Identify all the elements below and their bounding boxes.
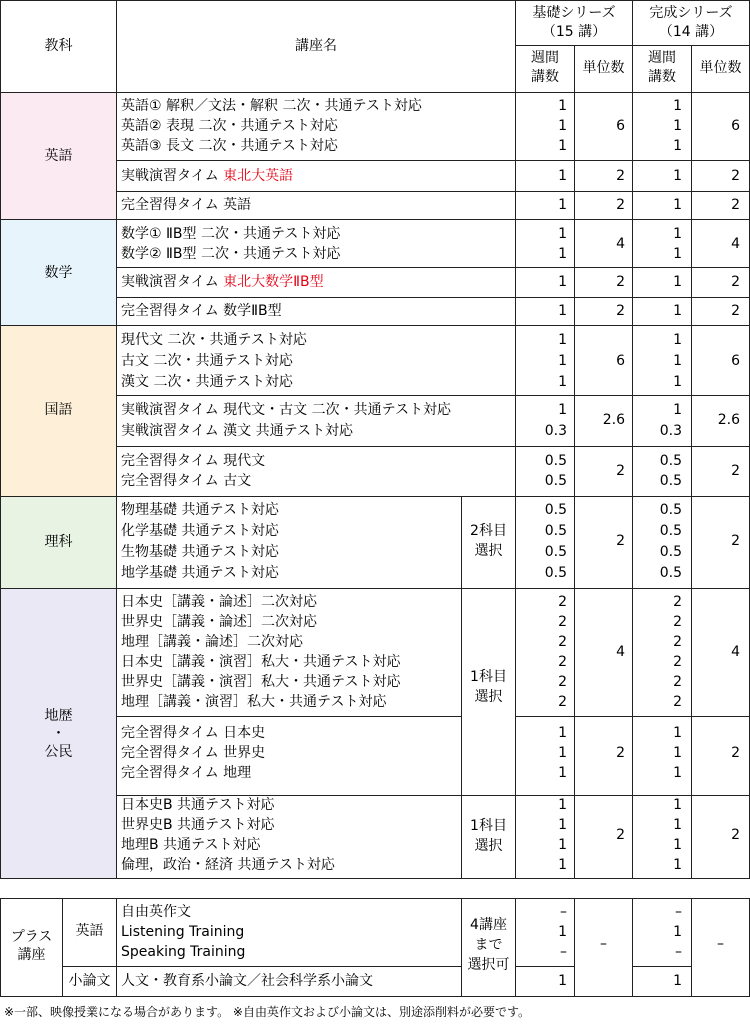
eng1-course-1: 英語① 解釈／文法・解釈 二次・共通テスト対応 bbox=[121, 98, 422, 114]
soc3-b-weekly-1: 1 bbox=[558, 797, 567, 813]
header-c-weekly-1: 週間 bbox=[648, 50, 676, 66]
soc1-course-6: 地理［講義・演習］私大・共通テスト対応 bbox=[121, 694, 387, 710]
jp1-course-2: 古文 二次・共通テスト対応 bbox=[121, 353, 293, 369]
jp1-b-weekly-2: 1 bbox=[558, 353, 567, 369]
plus-label-2: 講座 bbox=[17, 947, 46, 963]
soc1-c-weekly-5: 2 bbox=[673, 674, 682, 690]
eng3-c-units: 2 bbox=[731, 197, 740, 213]
soc2-course-2: 完全習得タイム 世界史 bbox=[121, 745, 266, 761]
plus-c-units: – bbox=[717, 936, 724, 952]
eng2-course-highlight: 東北大英語 bbox=[223, 168, 294, 184]
soc3-b-weekly-2: 1 bbox=[558, 817, 567, 833]
soc1-course-3: 地理［講義・論述］二次対応 bbox=[121, 634, 303, 650]
eng1-b-weekly-2: 1 bbox=[558, 118, 567, 134]
soc1-course-5: 世界史［講義・演習］私大・共通テスト対応 bbox=[121, 674, 401, 690]
soc3-c-weekly-2: 1 bbox=[673, 817, 682, 833]
math1-c-weekly-1: 1 bbox=[673, 226, 682, 242]
header-complete-count: （14 講） bbox=[658, 24, 724, 40]
soc3-course-1: 日本史B 共通テスト対応 bbox=[121, 797, 275, 813]
sci-c-weekly-2: 0.5 bbox=[659, 523, 682, 539]
header-b-units: 単位数 bbox=[582, 60, 625, 76]
soc1-b-units: 4 bbox=[616, 644, 625, 660]
header-complete-title: 完成シリーズ bbox=[649, 5, 733, 21]
eng2-course bbox=[121, 167, 293, 186]
sci-course-4: 地学基礎 共通テスト対応 bbox=[121, 565, 279, 581]
soc2-c-weekly-2: 1 bbox=[673, 745, 682, 761]
eng1-c-weekly-1: 1 bbox=[673, 98, 682, 114]
sci-b-weekly-4: 0.5 bbox=[544, 565, 567, 581]
soc3-course-3: 地理B 共通テスト対応 bbox=[121, 837, 261, 853]
jp2-course-1: 実戦演習タイム 現代文・古文 二次・共通テスト対応 bbox=[121, 402, 452, 418]
plus-english-course-2: Listening Training bbox=[121, 924, 245, 940]
header-basic-title: 基礎シリーズ bbox=[532, 5, 616, 21]
plus-english-c-weekly-2: 1 bbox=[673, 924, 682, 940]
jp1-c-weekly-1: 1 bbox=[673, 332, 682, 348]
soc1-c-weekly-3: 2 bbox=[673, 634, 682, 650]
soc1-course-2: 世界史［講義・論述］二次対応 bbox=[121, 614, 317, 630]
header-c-weekly-2: 講数 bbox=[648, 69, 676, 85]
soc3-b-weekly-4: 1 bbox=[558, 857, 567, 873]
eng1-c-weekly-3: 1 bbox=[673, 138, 682, 154]
soc1-c-weekly-2: 2 bbox=[673, 614, 682, 630]
soc1-b-weekly-5: 2 bbox=[558, 674, 567, 690]
soc3-c-units: 2 bbox=[731, 827, 740, 843]
subject-japanese: 国語 bbox=[44, 402, 73, 418]
jp1-course-3: 漢文 二次・共通テスト対応 bbox=[121, 374, 293, 390]
math2-b-units: 2 bbox=[616, 274, 625, 290]
eng3-b-weekly: 1 bbox=[558, 197, 567, 213]
eng2-c-weekly: 1 bbox=[673, 168, 682, 184]
math1-course-2: 数学② ⅡB型 二次・共通テスト対応 bbox=[121, 246, 341, 262]
eng1-course-3: 英語③ 長文 二次・共通テスト対応 bbox=[121, 138, 338, 154]
eng1-b-units: 6 bbox=[616, 118, 625, 134]
sci-c-weekly-3: 0.5 bbox=[659, 544, 682, 560]
subject-english: 英語 bbox=[44, 148, 73, 164]
plus-english-c-weekly-3: – bbox=[675, 944, 682, 960]
math3-course: 完全習得タイム 数学ⅡB型 bbox=[121, 303, 282, 319]
subject-social-3: 公民 bbox=[44, 744, 73, 760]
jp1-course-1: 現代文 二次・共通テスト対応 bbox=[121, 332, 307, 348]
jp3-b-units: 2 bbox=[616, 463, 625, 479]
jp3-c-weekly-2: 0.5 bbox=[659, 473, 682, 489]
jp3-b-weekly-2: 0.5 bbox=[544, 473, 567, 489]
plus-select-3: 選択可 bbox=[467, 957, 510, 973]
sci-b-units: 2 bbox=[616, 533, 625, 549]
plus-select-2: まで bbox=[474, 937, 503, 953]
soc3-b-weekly-3: 1 bbox=[558, 837, 567, 853]
eng1-course-2: 英語② 表現 二次・共通テスト対応 bbox=[121, 118, 338, 134]
math1-b-units: 4 bbox=[616, 236, 625, 252]
jp1-b-weekly-1: 1 bbox=[558, 332, 567, 348]
soc2-b-units: 2 bbox=[616, 745, 625, 761]
sci-b-weekly-2: 0.5 bbox=[544, 523, 567, 539]
math1-course-1: 数学① ⅡB型 二次・共通テスト対応 bbox=[121, 226, 341, 242]
soc2-c-weekly-3: 1 bbox=[673, 765, 682, 781]
plus-english-subject: 英語 bbox=[75, 923, 104, 939]
soc1-b-weekly-3: 2 bbox=[558, 634, 567, 650]
header-b-weekly-2: 講数 bbox=[531, 69, 559, 85]
soc1-course-4: 日本史［講義・演習］私大・共通テスト対応 bbox=[121, 654, 401, 670]
jp1-c-weekly-2: 1 bbox=[673, 353, 682, 369]
sci-course-3: 生物基礎 共通テスト対応 bbox=[121, 544, 279, 560]
soc2-b-weekly-3: 1 bbox=[558, 765, 567, 781]
soc1-c-weekly-1: 2 bbox=[673, 594, 682, 610]
jp3-c-weekly-1: 0.5 bbox=[659, 453, 682, 469]
eng1-b-weekly-3: 1 bbox=[558, 138, 567, 154]
jp1-b-weekly-3: 1 bbox=[558, 374, 567, 390]
jp3-b-weekly-1: 0.5 bbox=[544, 453, 567, 469]
soc1-c-weekly-6: 2 bbox=[673, 694, 682, 710]
math3-c-units: 2 bbox=[731, 303, 740, 319]
sci-course-2: 化学基礎 共通テスト対応 bbox=[121, 523, 279, 539]
math3-b-units: 2 bbox=[616, 303, 625, 319]
jp1-b-units: 6 bbox=[616, 353, 625, 369]
sci-c-weekly-4: 0.5 bbox=[659, 565, 682, 581]
soc1-b-weekly-4: 2 bbox=[558, 654, 567, 670]
jp2-c-weekly-1: 1 bbox=[673, 402, 682, 418]
subject-math: 数学 bbox=[44, 265, 73, 281]
math1-c-weekly-2: 1 bbox=[673, 246, 682, 262]
plus-english-course-1: 自由英作文 bbox=[121, 904, 191, 920]
soc1-b-weekly-2: 2 bbox=[558, 614, 567, 630]
plus-essay-subject: 小論文 bbox=[68, 973, 111, 989]
sci-b-weekly-3: 0.5 bbox=[544, 544, 567, 560]
soc2-course-1: 完全習得タイム 日本史 bbox=[121, 725, 266, 741]
eng1-b-weekly-1: 1 bbox=[558, 98, 567, 114]
math3-c-weekly: 1 bbox=[673, 303, 682, 319]
plus-b-units: – bbox=[600, 936, 607, 952]
math2-course bbox=[121, 273, 324, 292]
jp1-c-weekly-3: 1 bbox=[673, 374, 682, 390]
soc2-c-weekly-1: 1 bbox=[673, 725, 682, 741]
subject-social-2: ・ bbox=[51, 726, 66, 742]
soc3-c-weekly-1: 1 bbox=[673, 797, 682, 813]
soc3-c-weekly-4: 1 bbox=[673, 857, 682, 873]
sci-select-1: 2科目 bbox=[470, 523, 507, 539]
soc2-b-weekly-2: 1 bbox=[558, 745, 567, 761]
math1-b-weekly-1: 1 bbox=[558, 226, 567, 242]
plus-english-course-3: Speaking Training bbox=[121, 944, 246, 960]
jp3-c-units: 2 bbox=[731, 463, 740, 479]
jp3-course-2: 完全習得タイム 古文 bbox=[121, 473, 252, 489]
math1-c-units: 4 bbox=[731, 236, 740, 252]
plus-essay-course: 人文・教育系小論文／社会科学系小論文 bbox=[121, 973, 373, 989]
soc1-c-weekly-4: 2 bbox=[673, 654, 682, 670]
soc-select-1: 1科目 bbox=[470, 669, 507, 685]
sci-c-weekly-1: 0.5 bbox=[659, 502, 682, 518]
jp2-c-weekly-2: 0.3 bbox=[659, 423, 682, 439]
soc1-b-weekly-1: 2 bbox=[558, 594, 567, 610]
plus-essay-c-weekly: 1 bbox=[673, 973, 682, 989]
header-basic-count: （15 講） bbox=[541, 24, 607, 40]
soc2-b-weekly-1: 1 bbox=[558, 725, 567, 741]
sci-b-weekly-1: 0.5 bbox=[544, 502, 567, 518]
eng2-b-weekly: 1 bbox=[558, 168, 567, 184]
soc3-course-2: 世界史B 共通テスト対応 bbox=[121, 817, 275, 833]
plus-english-b-weekly-2: 1 bbox=[558, 924, 567, 940]
math2-course-prefix: 実戦演習タイム bbox=[121, 274, 224, 290]
eng2-c-units: 2 bbox=[731, 168, 740, 184]
header-b-weekly-1: 週間 bbox=[531, 50, 559, 66]
math3-b-weekly: 1 bbox=[558, 303, 567, 319]
soc2-course-3: 完全習得タイム 地理 bbox=[121, 765, 252, 781]
jp2-b-weekly-1: 1 bbox=[558, 402, 567, 418]
eng2-b-units: 2 bbox=[616, 168, 625, 184]
sci-course-1: 物理基礎 共通テスト対応 bbox=[121, 502, 279, 518]
math2-c-units: 2 bbox=[731, 274, 740, 290]
soc1-b-weekly-6: 2 bbox=[558, 694, 567, 710]
plus-essay-b-weekly: 1 bbox=[558, 973, 567, 989]
soc2-c-units: 2 bbox=[731, 745, 740, 761]
soc3-b-units: 2 bbox=[616, 827, 625, 843]
soc1-course-1: 日本史［講義・論述］二次対応 bbox=[121, 594, 317, 610]
eng3-c-weekly: 1 bbox=[673, 197, 682, 213]
eng3-b-units: 2 bbox=[616, 197, 625, 213]
jp3-course-1: 完全習得タイム 現代文 bbox=[121, 453, 266, 469]
soc1-c-units: 4 bbox=[731, 644, 740, 660]
eng2-course-prefix: 実戦演習タイム bbox=[121, 168, 224, 184]
eng1-c-units: 6 bbox=[731, 118, 740, 134]
subject-science: 理科 bbox=[44, 534, 73, 550]
header-course: 講座名 bbox=[295, 38, 337, 54]
soc3-select-2: 選択 bbox=[474, 838, 503, 854]
sci-c-units: 2 bbox=[731, 533, 740, 549]
eng3-course: 完全習得タイム 英語 bbox=[121, 197, 252, 213]
plus-select-1: 4講座 bbox=[470, 917, 507, 933]
math1-b-weekly-2: 1 bbox=[558, 246, 567, 262]
jp2-course-2: 実戦演習タイム 漢文 共通テスト対応 bbox=[121, 423, 354, 439]
jp2-c-units: 2.6 bbox=[717, 412, 740, 428]
jp2-b-units: 2.6 bbox=[602, 412, 625, 428]
plus-label-1: プラス bbox=[10, 929, 53, 945]
soc-select-2: 選択 bbox=[474, 689, 503, 705]
sci-select-2: 選択 bbox=[474, 543, 503, 559]
plus-english-b-weekly-1: – bbox=[560, 904, 567, 920]
plus-english-b-weekly-3: – bbox=[560, 944, 567, 960]
eng1-c-weekly-2: 1 bbox=[673, 118, 682, 134]
math2-b-weekly: 1 bbox=[558, 274, 567, 290]
footnote: ※一部、映像授業になる場合があります。 ※自由英作文および小論文は、別途添削料が必要です。 bbox=[4, 1005, 531, 1019]
header-subject: 教科 bbox=[44, 38, 73, 54]
math2-c-weekly: 1 bbox=[673, 274, 682, 290]
jp2-b-weekly-2: 0.3 bbox=[544, 423, 567, 439]
header-c-units: 単位数 bbox=[699, 60, 742, 76]
plus-english-c-weekly-1: – bbox=[675, 904, 682, 920]
soc3-select-1: 1科目 bbox=[470, 818, 507, 834]
soc3-course-4: 倫理，政治・経済 共通テスト対応 bbox=[121, 857, 335, 873]
math2-course-highlight: 東北大数学ⅡB型 bbox=[223, 274, 324, 290]
subject-social-1: 地歴 bbox=[44, 708, 73, 724]
jp1-c-units: 6 bbox=[731, 353, 740, 369]
soc3-c-weekly-3: 1 bbox=[673, 837, 682, 853]
